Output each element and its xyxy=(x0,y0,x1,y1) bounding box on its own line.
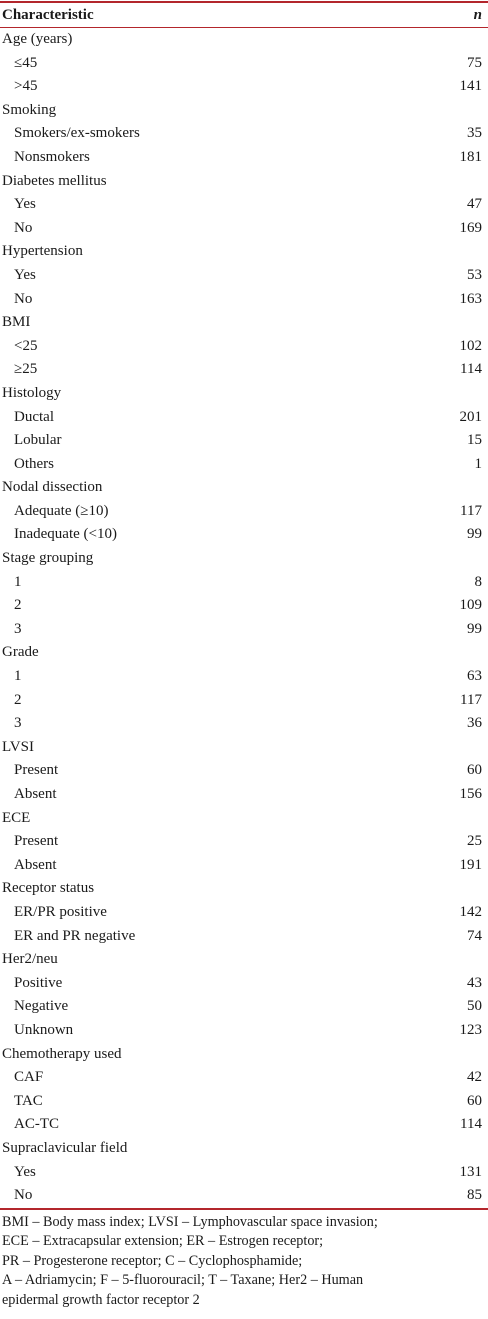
category-row xyxy=(0,1137,488,1161)
table-row xyxy=(0,1161,488,1185)
row-label: 2 xyxy=(14,597,22,614)
row-value: 35 xyxy=(467,125,482,142)
table-row xyxy=(0,1019,488,1043)
row-value: 169 xyxy=(459,219,482,236)
row-label: Negative xyxy=(14,998,69,1015)
row-value: 60 xyxy=(467,762,482,779)
row-value: 99 xyxy=(467,526,482,543)
category-row xyxy=(0,547,488,571)
row-label: Inadequate (<10) xyxy=(14,526,117,543)
row-value: 142 xyxy=(459,903,482,920)
table-row xyxy=(0,335,488,359)
table-row xyxy=(0,571,488,595)
category-row xyxy=(0,641,488,665)
row-label: Present xyxy=(14,833,59,850)
row-label: No xyxy=(14,290,33,307)
category-row xyxy=(0,382,488,406)
table-row xyxy=(0,500,488,524)
category-row xyxy=(0,476,488,500)
row-label: ER and PR negative xyxy=(14,927,136,944)
row-label: Age (years) xyxy=(2,31,73,47)
row-label: 2 xyxy=(14,691,22,708)
row-value: 114 xyxy=(460,1116,482,1133)
row-value: 99 xyxy=(467,620,482,637)
table-row xyxy=(0,901,488,925)
row-value: 181 xyxy=(459,148,482,165)
row-value: 53 xyxy=(467,266,482,283)
row-value: 42 xyxy=(467,1069,482,1086)
category-row xyxy=(0,99,488,123)
table-row xyxy=(0,453,488,477)
row-label: ER/PR positive xyxy=(14,903,107,920)
row-value: 141 xyxy=(459,78,482,95)
row-value: 1 xyxy=(474,455,482,472)
footnote-line: PR – Progesterone receptor; C – Cyclophosphamide; xyxy=(2,1252,303,1269)
row-label: Unknown xyxy=(14,1021,74,1038)
row-label: Chemotherapy used xyxy=(2,1045,122,1062)
row-label: Stage grouping xyxy=(2,550,94,567)
table-row xyxy=(0,712,488,736)
row-label: Lobular xyxy=(14,432,62,449)
row-value: 60 xyxy=(467,1092,482,1109)
table-row xyxy=(0,1090,488,1114)
row-label: Adequate (≥10) xyxy=(14,502,109,519)
table-row xyxy=(0,830,488,854)
category-row xyxy=(0,736,488,760)
table-row xyxy=(0,759,488,783)
row-label: Nonsmokers xyxy=(14,148,90,165)
row-label: Absent xyxy=(14,786,57,802)
row-value: 114 xyxy=(460,361,482,378)
category-row xyxy=(0,311,488,335)
row-label: Positive xyxy=(14,974,63,991)
row-value: 85 xyxy=(467,1187,482,1204)
table-row xyxy=(0,1113,488,1137)
table-row xyxy=(0,594,488,618)
row-label: Smoking xyxy=(2,101,57,118)
category-row xyxy=(0,170,488,194)
row-label: Nodal dissection xyxy=(2,479,103,496)
row-label: Histology xyxy=(2,384,62,401)
table-row xyxy=(0,122,488,146)
table-row xyxy=(0,995,488,1019)
row-value: 8 xyxy=(474,573,482,590)
row-label: 3 xyxy=(14,620,22,637)
row-value: 123 xyxy=(459,1021,482,1038)
footnote-line: epidermal growth factor receptor 2 xyxy=(2,1291,200,1308)
row-label: Present xyxy=(14,762,59,779)
table-row xyxy=(0,358,488,382)
row-value: 191 xyxy=(459,856,482,873)
row-value: 117 xyxy=(460,691,482,708)
row-value: 36 xyxy=(467,715,482,732)
footnote-line: ECE – Extracapsular extension; ER – Estrogen receptor; xyxy=(2,1233,324,1250)
row-value: 156 xyxy=(459,786,482,802)
table-row xyxy=(0,783,488,807)
category-row xyxy=(0,28,488,52)
row-label: CAF xyxy=(14,1069,44,1086)
row-label: Absent xyxy=(14,856,57,873)
table-row xyxy=(0,193,488,217)
row-label: <25 xyxy=(14,337,38,354)
table-row xyxy=(0,264,488,288)
table-row xyxy=(0,972,488,996)
table-body xyxy=(0,28,488,1208)
row-label: 1 xyxy=(14,668,22,685)
row-label: AC-TC xyxy=(14,1116,59,1133)
table-row xyxy=(0,288,488,312)
row-value: 15 xyxy=(467,432,482,449)
row-value: 50 xyxy=(467,998,482,1015)
table-row xyxy=(0,618,488,642)
table-row xyxy=(0,689,488,713)
row-label: Supraclavicular field xyxy=(2,1139,128,1156)
row-label: Smokers/ex-smokers xyxy=(14,125,140,142)
row-value: 43 xyxy=(467,974,482,991)
row-label: ECE xyxy=(2,809,31,826)
table-footnote xyxy=(0,1210,488,1311)
row-label: ≥25 xyxy=(14,361,38,378)
category-row xyxy=(0,948,488,972)
row-label: >45 xyxy=(14,78,38,95)
row-label: Yes xyxy=(14,1163,36,1180)
row-label: 1 xyxy=(14,573,22,590)
row-value: 117 xyxy=(460,502,482,519)
category-row xyxy=(0,1043,488,1067)
header-n: n xyxy=(473,6,482,23)
table-row xyxy=(0,75,488,99)
table-row xyxy=(0,429,488,453)
row-label: Grade xyxy=(2,644,39,661)
row-label: Diabetes mellitus xyxy=(2,172,107,189)
category-row xyxy=(0,877,488,901)
table-row xyxy=(0,523,488,547)
footnote-line: BMI – Body mass index; LVSI – Lymphovascular space invasion; xyxy=(2,1213,378,1230)
row-value: 25 xyxy=(467,833,482,850)
row-label: TAC xyxy=(14,1092,43,1109)
table-row xyxy=(0,146,488,170)
row-label: Hypertension xyxy=(2,243,83,260)
table-row xyxy=(0,1184,488,1208)
table-row xyxy=(0,52,488,76)
row-label: ≤45 xyxy=(14,54,38,71)
category-row xyxy=(0,807,488,831)
row-value: 63 xyxy=(467,668,482,685)
row-label: Yes xyxy=(14,196,36,213)
table-row xyxy=(0,925,488,949)
header-characteristic: Characteristic xyxy=(2,6,94,23)
table-header xyxy=(0,3,488,28)
row-value: 131 xyxy=(459,1163,482,1180)
row-label: LVSI xyxy=(2,738,34,755)
row-value: 201 xyxy=(459,408,482,425)
row-value: 109 xyxy=(459,597,482,614)
row-label: BMI xyxy=(2,314,31,331)
row-label: Others xyxy=(14,455,54,472)
table-row xyxy=(0,665,488,689)
row-label: Receptor status xyxy=(2,880,95,897)
footnote-line: A – Adriamycin; F – 5-fluorouracil; T – Taxane; Her2 – Human xyxy=(2,1272,364,1289)
row-label: Yes xyxy=(14,266,36,283)
characteristics-table xyxy=(0,1,488,1310)
table-row xyxy=(0,854,488,878)
row-value: 102 xyxy=(459,337,482,354)
row-label: 3 xyxy=(14,715,22,732)
row-value: 74 xyxy=(467,927,482,944)
row-label: No xyxy=(14,1187,33,1204)
row-value: 47 xyxy=(467,196,482,213)
table-row xyxy=(0,217,488,241)
category-row xyxy=(0,240,488,264)
table-row xyxy=(0,406,488,430)
row-value: 163 xyxy=(459,290,482,307)
row-label: Her2/neu xyxy=(2,951,58,968)
row-label: Ductal xyxy=(14,408,54,425)
row-value: 75 xyxy=(467,54,482,71)
table-row xyxy=(0,1066,488,1090)
row-label: No xyxy=(14,219,33,236)
